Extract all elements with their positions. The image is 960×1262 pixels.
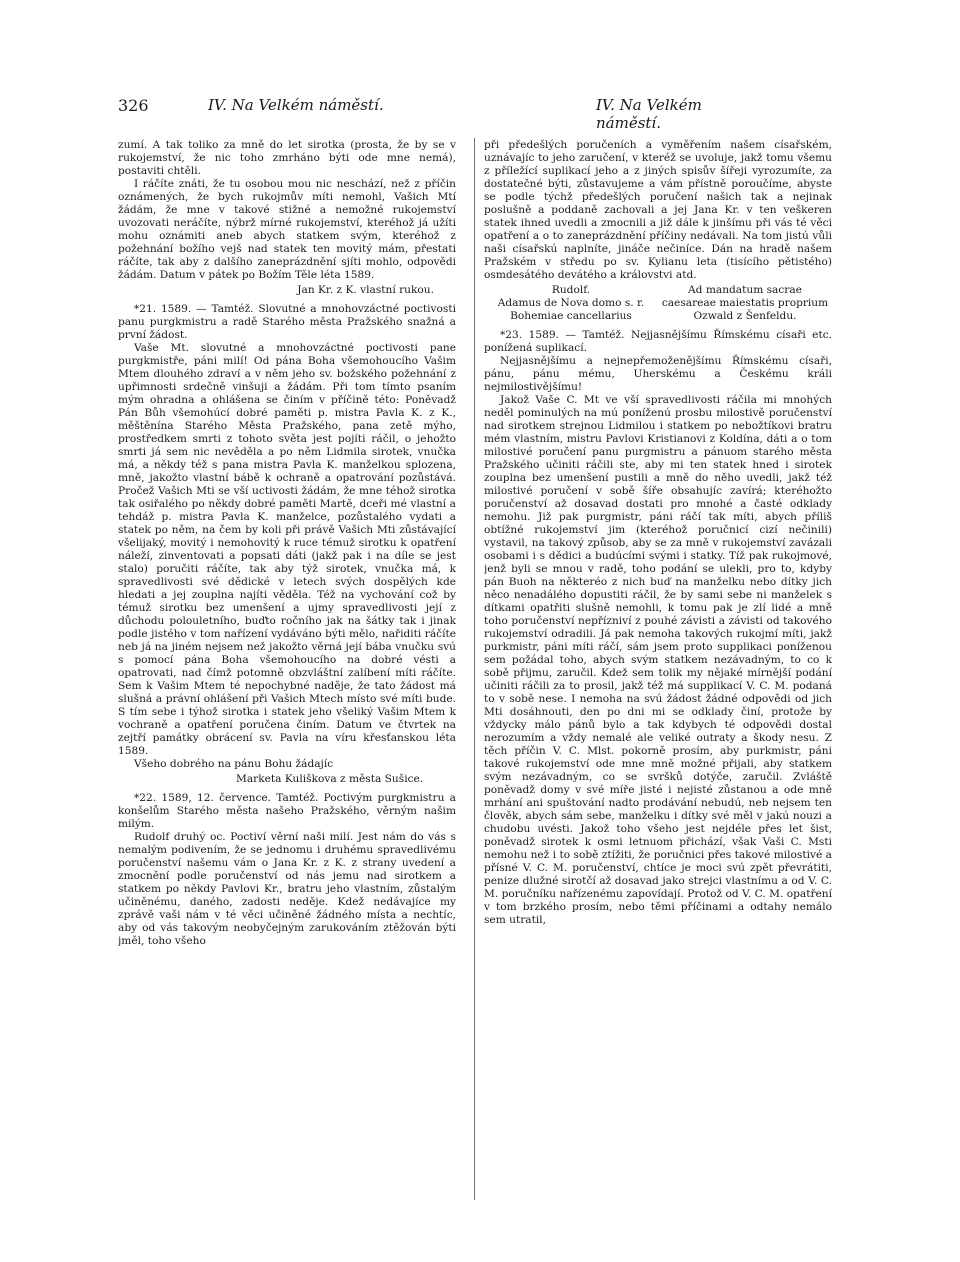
paragraph: Nejjasnějšímu a nejnepřemoženějšímu Římskému císaři, pánu, pánu mému, Uherskému a Českému králi nejmilostivějšímu! [484, 355, 832, 393]
signature: Rudolf. [551, 284, 591, 296]
signature: Adamus de Nova domo s. r. [497, 297, 645, 309]
right-column [484, 139, 832, 1199]
signature-block [484, 284, 832, 323]
signature: Marketa Kuliškova z města Sušice. [236, 773, 424, 785]
paragraph: I ráčíte znáti, že tu osobou mou nic neschází, než z příčin oznámených, že bych rukojmův míti nemohl, Vašich Mtí žádám, že mne v takové stižné a nemožné rukojemství uvozovati neráčíte, nýbrž mírné rukojemství, kteréhož já užíti mohu oznámiti aneb abych statkem svým, kteréhož z požehnání božího vejš nad statek ten movitý mám, přestati ráčíte, tak aby z dalšího zaneprázdnění sjíti mohlo, odpovědi žádám. Datum v pátek po Božím Těle léta 1589. [118, 178, 456, 281]
paragraph: zumí. A tak toliko za mně do let sirotka (prosta, že by se v rukojemství, že nic toho zmrháno býti ode mne nemá), postaviti chtěli. [118, 139, 456, 177]
left-column [118, 139, 456, 1199]
paragraph: Rudolf druhý oc. Poctiví věrní naši milí. Jest nám do vás s nemalým podivením, že se jednomu i druhému spravedlivému poručenství našemu vám o Jana Kr. z K. z strany uvedení a zmocnění podle poručenství od nás jemu nad sirotkem a statkem po někdy Pavlovi Kr., bratru jeho vlastním, zůstalým učiněnému, daného, zadosti neděje. Kdež nedávajíce my zprávě vaši nám v té věci učiněné žádného místa a nechtíc, aby od vás takovým neobyčejným zarukováním ztěžován býti jměl, toho všeho [118, 831, 456, 947]
page-number: 326 [118, 96, 149, 115]
paragraph: Vaše Mt. slovutné a mnohovzáctné poctivosti pane purgkmistře, páni milí! Od pána Boha všemohoucího Vašim Mtem dlouhého zdraví a v něm jeho sv. božského požehnání z upřimnosti srdečně vinšuji a žádám. Při tom tímto psaním mým ohradna a ohlášena se činím v příčině této: Poněvadž Pán Bůh všemohúcí dobré paměti p. mistra Pavla K. z K., měštěnína Starého Města Pražského, pana zetě mýho, prostředkem smrti z tohoto světa jest pojíti ráčil, o jehožto smrti já sem nic nevěděla a po něm Lidmila sirotek, vnučka má, a někdy též s pana mistra Pavla K. manželkou splozena, mně, jakožto vlastní bábě k ochraně a opatrování pozůstává. Pročež Vašich Mti se vší uctivosti žádám, že mne téhož sirotka tak osiřalého po někdy dobré paměti Martě, dceři mé vlastní a tehdáž p. mistra Pavla K. manželce, pozůstalého vydati a statek po něm, na čem by koli při právě Vašich Mti zůstávající všelijaký, movitý i nemohovitý k ruce témuž sirotku k opatření náleží, zinventovati a popsati dáti (jakž pak i na díle se jest stalo) poručiti ráčíte, tak aby týž sirotek, vnučka má, k spravedlivosti své dědické v letech svých dospělých kde hledati a jej zouplna najíti věděla. Též na vychování což by témuž sirotku bez umenšení a ujmy spravedlivosti její z důchodu polouletního, buďto ročního jak na šátky tak i jinak podle jistého v tom nařízení vydáváno býti mělo, nařiditi ráčíte neb já na jiném nejsem než jakožto věrná její bába vnučku svú s pomocí pána Boha všemohoucího na dobré vésti a opatrovati, nad čímž potomně obzvláštní zalíbení míti ráčíte. Sem k Vašim Mtem té nepochybné naděje, že tato žádost má slušná a právní ohlášení při Vašich Mtech místo své míti bude. S tím sebe i týhož sirotka i statek jeho všeliký Vašim Mtem k vochraně a opatření poručena činím. Datum ve čtvrtek na zejtří památky obrácení sv. Pavla na víru křesťanskou léta 1589. [118, 342, 456, 757]
document-heading-23: *23. 1589. — Tamtéž. Nejjasnějšímu Římskému císaři etc. ponížená suplikací. [484, 329, 832, 354]
document-heading-22: *22. 1589, 12. července. Tamtéž. Poctivým purgkmistru a konšelům Starého města našeho Pražského, věrným našim milým. [118, 792, 456, 830]
paragraph: Jakož Vaše C. Mt ve vší spravedlivosti ráčila mi mnohých neděl pominulých na mú poníženú prosbu milostivě poručenství nad sirotkem strejnou Lidmilou i statkem po nebožtíkovi bratru mém vlastním, mistru Pavlovi Kristianovi z Koldína, dáti a o tom milostivé poručení panu purgmistru a pánuom starého města Pražského učiniti ráčili ste, aby mi ten statek hned i sirotek zouplna bez umenšení pustili a mně do něho uvedli, jakž též milostivé poručení v sobě šíře obsahujíc zavírá; kteréhožto poručenství až dosavad dostati pro mnohé a časté odklady nemohu. Již pak purgmistr, páni ráčí tak míti, abych příliš obtížné rukojemství jim (kteréhož poručnicí cizí nečinili) vystavil, na takový způsob, aby se za mně v rukojemství zavázali osobami i s dědici a budúcími svými i statky. Tíž pak rukojmové, jenž byli se mnou v radě, toho podání se ulekli, pro to, kdyby pán Buoh na některéo z nich buď na manželku nebo dítky jich něco nenadálého dopustiti ráčil, že by sami sebe ni manželek s dítkami opatřiti slušně nemohli, k tomu pak je zlí lidé a mně toho poručenství nepřízniví z pouhé závisti a závisti od takového rukojemství odradili. Já pak nemoha takových rukojmí míti, jakž purkmistr, páni míti ráčí, sám jsem proto supplikaci poníženou sem požádal toho, abych svým statkem nezávadným, to co k sobě přijmu, zaručil. Kdež sem tolik my nějaké mírnější podání učiniti ráčili za to prosil, jakž též má supplikací V. C. M. podaná to v sobě nese. I nemoha na svú žádost žádné odpovědi od jich Mti dosáhnouti, den po dni mi se odklady činí, protože by vždycky málo pánů bylo a tak kdybych té odpovědi dostal nerozumím a vždy nemalé ale veliké outraty a škody nesu. Z těch příčin V. C. Mlst. pokorně prosím, aby purkmistr, páni takové rukojemství ode mne mně možné přijali, aby statkem svým nezávadným, co se svršků dotýče, zaručil. Zvláště poněvadž domy v své míře jisté i nejisté zůstanou a ode mně mrhání ani spuštování nadto prodávání nebudú, neb nejsem ten člověk, abych sám sebe, manželku i dítky své měl v jakú nouzi a chudobu uvésti. Jakož toho všeho jest nejdéle přes let šist, poněvadž sirotek k osmi letnuom přichází, však Vaši C. Msti nemohu než i to sobě ztížiti, že poručnici přes takové milostivé a přísné V. C. M. poručenství, chtíce je moci svú zpět převrátiti, penize dlužné sirotčí až dosavad jako strejci vlastnímu a od V. C. M. poručníku nařízenému zapovídají. Protož od V. C. M. opatření v tom brzkého prosím, nebo těmi příčinami a odtahy nemálo sem utratil, [484, 394, 832, 926]
signature: Bohemiae cancellarius [510, 310, 632, 322]
signature: Jan Kr. z K. vlastní rukou. [297, 284, 434, 296]
signature: caesareae maiestatis proprium [661, 297, 829, 309]
running-head-right: IV. Na Velkém náměstí. [596, 96, 702, 132]
running-head-left: IV. Na Velkém náměstí. [208, 96, 384, 114]
paragraph: Všeho dobrého na pánu Bohu žádajíc [134, 758, 334, 770]
page-header [118, 96, 764, 132]
signature: Ozwald z Šenfeldu. [693, 310, 797, 322]
paragraph: při předešlých poručeních a vyměřením našem císařském, uznávajíc to jeho zaručení, v kteréž se uvoluje, jakž tomu všemu z příležící suplikací jeho a z jiných spisův šířeji vyrozumíte, za dostatečné býti, zůstavujeme a vám přístně poroučíme, abyste se podle týchž předešlých poručení našich tak a nejinak poslušně a poddaně zachovali a jej Jana Kr. v ten veškeren statek ihned uvedli a zmocnili a již dále k jinšímu při vás té věci opatření a o to zaneprázdnění příčiny nedávali. Na tom jistú vůli naši císařskú naplníte, jináče nečiníce. Dán na hradě našem Pražském v středu po sv. Kylianu leta (tisícího pětistého) osmdesátého devátého a královstvi atd. [484, 139, 832, 281]
document-heading-21: *21. 1589. — Tamtéž. Slovutné a mnohovzáctné poctivosti panu purgkmistru a radě Starého města Pražského snažná a první žádost. [118, 303, 456, 341]
column-divider [474, 138, 475, 1200]
signature: Ad mandatum sacrae [688, 284, 802, 296]
